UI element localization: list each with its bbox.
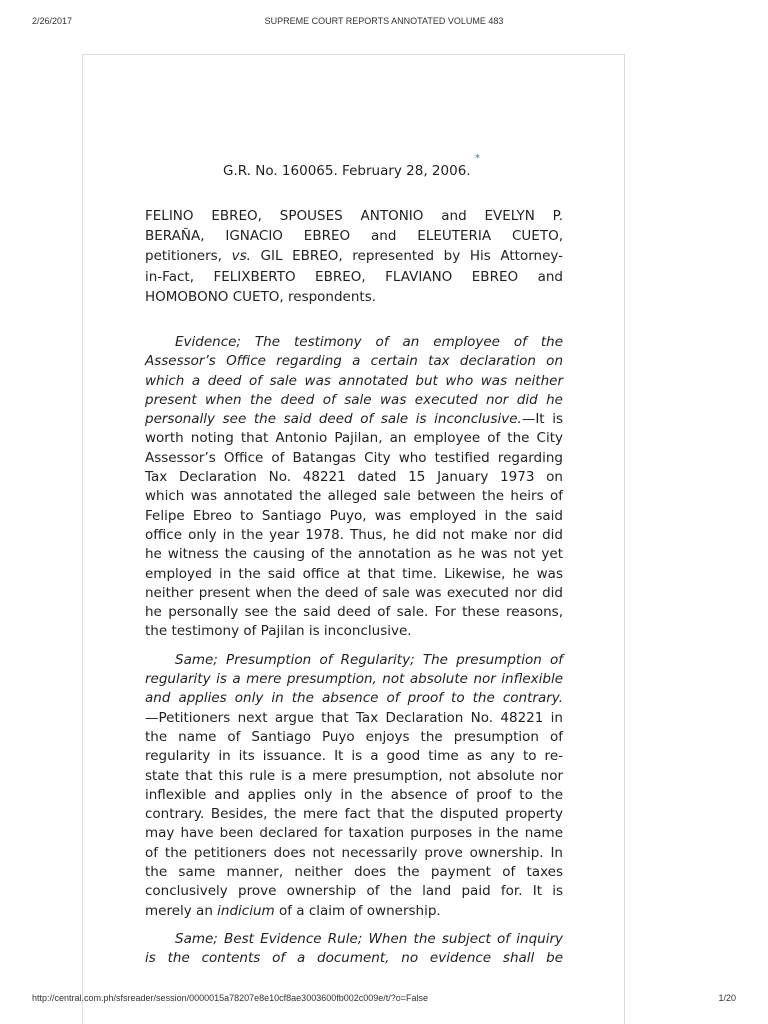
syllabus-line: personally see the said deed of sale is inconclusive.—It is — [145, 411, 563, 428]
syllabus-keyword-text: is the contents of a document, no evidence shall be — [145, 950, 563, 967]
syllabus-line: neither present when the deed of sale was executed nor did — [145, 584, 563, 601]
syllabus-line: office only in the year 1978. Thus, he did not make nor did — [145, 526, 563, 543]
syllabus-line: state that this rule is a mere presumption, not absolute nor — [145, 767, 563, 784]
syllabus-line: merely an indicium of a claim of ownership. — [145, 902, 441, 919]
syllabus-line — [145, 352, 563, 371]
syllabus-line: Assessor’s Office of Batangas City who testified regarding — [145, 449, 563, 466]
syllabus-keyword-text: Same; Presumption of Regularity; The presumption of — [175, 651, 563, 668]
syllabus-line — [145, 670, 563, 689]
syllabus-italic-text: indicium — [217, 902, 275, 919]
syllabus — [145, 333, 563, 969]
syllabus-line: inflexible and applies only in the absence of proof to the — [145, 786, 563, 803]
parties-line: BERAÑA, IGNACIO EBREO and ELEUTERIA CUETO, — [145, 228, 563, 245]
syllabus-line: the name of Santiago Puyo enjoys the presumption of — [145, 728, 563, 745]
syllabus-line — [145, 689, 563, 708]
syllabus-line — [145, 333, 563, 352]
syllabus-paragraph — [145, 333, 563, 642]
syllabus-line: the testimony of Pajilan is inconclusive. — [145, 623, 412, 640]
syllabus-line — [145, 372, 563, 391]
syllabus-paragraph — [145, 651, 563, 921]
parties-line: FELINO EBREO, SPOUSES ANTONIO and EVELYN P. — [145, 208, 563, 224]
case-number: G.R. No. 160065. February 28, 2006. — [223, 163, 471, 179]
syllabus-line: the same manner, neither does the payment of taxes — [145, 864, 563, 881]
parties-line: petitioners, vs. GIL EBREO, represented by His Attorney- — [145, 248, 563, 265]
parties-line: in-Fact, FELIXBERTO EBREO, FLAVIANO EBREO and — [145, 268, 563, 285]
syllabus-line — [145, 949, 563, 968]
syllabus-keyword-text: Evidence; The testimony of an employee of the — [175, 334, 563, 350]
syllabus-line — [145, 391, 563, 410]
syllabus-line — [145, 651, 563, 670]
page-url: http://central.com.ph/sfsreader/session/0000015a78207e8e10cf8ae3003600fb002c009e/t/?o=False — [32, 993, 429, 1003]
syllabus-line: may have been declared for taxation purposes in the name — [145, 825, 563, 842]
syllabus-line: which was annotated the alleged sale between the heirs of — [145, 488, 563, 505]
syllabus-line: contrary. Besides, the mere fact that the disputed property — [145, 806, 563, 823]
print-header — [0, 16, 768, 32]
syllabus-line: regularity in its issuance. It is a good time as any to re- — [145, 748, 563, 765]
syllabus-line: employed in the said office at that time. Likewise, he was — [145, 565, 563, 582]
print-title: SUPREME COURT REPORTS ANNOTATED VOLUME 483 — [264, 16, 504, 26]
syllabus-line: Felipe Ebreo to Santiago Puyo, was employed in the said — [145, 507, 563, 524]
syllabus-keyword-text: present when the deed of sale was executed nor did he — [145, 391, 563, 408]
syllabus-line — [145, 930, 563, 949]
print-date: 2/26/2017 — [32, 16, 73, 26]
syllabus-line: he witness the causing of the annotation as he was not yet — [145, 546, 563, 563]
syllabus-line: of the petitioners does not necessarily prove ownership. In — [145, 844, 563, 861]
syllabus-keyword-text: Same; Best Evidence Rule; When the subject of inquiry — [175, 930, 563, 947]
syllabus-line: he personally see the said deed of sale. For these reasons, — [145, 604, 563, 621]
page-number: 1/20 — [718, 993, 736, 1003]
syllabus-keyword-text: personally see the said deed of sale is inconclusive. — [145, 411, 522, 428]
syllabus-line: Tax Declaration No. 48221 dated 15 January 1973 on — [145, 469, 563, 486]
syllabus-keyword-text: and applies only in the absence of proof to the contrary. — [145, 690, 563, 707]
syllabus-keyword-text: Assessor’s Office regarding a certain tax declaration on — [145, 353, 563, 370]
syllabus-paragraph — [145, 930, 563, 969]
print-footer — [0, 993, 768, 1009]
syllabus-line: conclusively prove ownership of the land paid for. It is — [145, 883, 563, 900]
document-page — [82, 54, 625, 1024]
footnote-marker-link[interactable]: * — [475, 153, 480, 164]
parties-line: HOMOBONO CUETO, respondents. — [145, 288, 377, 305]
syllabus-line: worth noting that Antonio Pajilan, an employee of the City — [145, 430, 563, 447]
syllabus-keyword-text: which a deed of sale was annotated but who was neither — [145, 372, 563, 389]
syllabus-keyword-text: regularity is a mere presumption, not absolute nor inflexible — [145, 671, 563, 688]
syllabus-line: —Petitioners next argue that Tax Declaration No. 48221 in — [145, 709, 563, 726]
versus-text: vs. — [231, 248, 251, 265]
case-parties — [145, 206, 563, 307]
